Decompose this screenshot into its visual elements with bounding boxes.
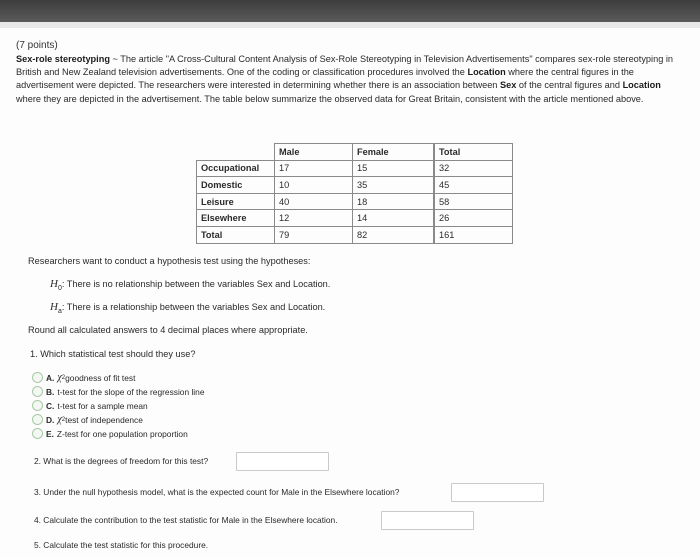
cell-total: 26 bbox=[435, 210, 513, 227]
intro-text-3: of the central figures and bbox=[516, 80, 623, 91]
intro-location-1: Location bbox=[467, 67, 506, 78]
question-2: 2. What is the degrees of freedom for this test? bbox=[34, 456, 209, 466]
intro-text-2: where the central figures in the advertisement were depicted. The researchers were interested in determining whether there is an association between bbox=[16, 67, 634, 91]
h0-text: : There is no relationship between the variables Sex and Location. bbox=[61, 279, 331, 289]
intro-location-2: Location bbox=[622, 80, 661, 91]
cell-male: 10 bbox=[275, 177, 353, 194]
option-letter: B. bbox=[46, 386, 55, 397]
radio-button[interactable] bbox=[32, 372, 43, 383]
points-label: (7 points) bbox=[16, 40, 58, 51]
table-row bbox=[197, 226, 513, 243]
cell-total: 45 bbox=[435, 177, 513, 194]
option-letter: C. bbox=[46, 400, 55, 411]
option-c[interactable] bbox=[32, 400, 148, 411]
cell-total: 161 bbox=[435, 226, 513, 243]
cell-female: 15 bbox=[353, 160, 434, 177]
intro-text-1: ~ The article "A Cross-Cultural Content Analysis of Sex-Role Stereotyping in Television Advertisements" compares sex-role stereotyping in British and New Zealand television advertisements. One of the coding or classification procedures involved the bbox=[16, 54, 674, 78]
option-b[interactable] bbox=[32, 386, 204, 397]
table-header-male: Male bbox=[275, 144, 353, 161]
ha-subscript: a bbox=[57, 307, 62, 315]
ha-text: : There is a relationship between the variables Sex and Location. bbox=[61, 302, 326, 312]
superscript: 2 bbox=[61, 416, 66, 423]
hypotheses-stem: Researchers want to conduct a hypothesis test using the hypotheses: bbox=[28, 256, 311, 266]
question-1: 1. Which statistical test should they use? bbox=[30, 349, 196, 359]
row-label: Domestic bbox=[197, 177, 275, 194]
cell-total: 32 bbox=[435, 160, 513, 177]
question-3: 3. Under the null hypothesis model, what is the expected count for Male in the Elsewhere location? bbox=[34, 487, 400, 497]
chi-symbol: χ bbox=[57, 414, 62, 425]
table-row bbox=[197, 160, 513, 177]
table-header-row bbox=[197, 144, 513, 161]
contribution-input[interactable] bbox=[381, 511, 474, 530]
table-row bbox=[197, 177, 513, 194]
table-row bbox=[197, 193, 513, 210]
chi-symbol: χ bbox=[57, 372, 62, 383]
row-label: Total bbox=[197, 226, 275, 243]
cell-female: 14 bbox=[353, 210, 434, 227]
problem-title: Sex-role stereotyping bbox=[16, 54, 110, 64]
answer-field[interactable] bbox=[237, 453, 328, 470]
row-label: Elsewhere bbox=[197, 210, 275, 227]
table-header-total: Total bbox=[435, 144, 513, 161]
cell-female: 35 bbox=[353, 177, 434, 194]
cell-male: 12 bbox=[275, 210, 353, 227]
degrees-of-freedom-input[interactable] bbox=[236, 452, 329, 471]
option-a[interactable] bbox=[32, 372, 135, 383]
answer-field[interactable] bbox=[382, 512, 473, 529]
h0-subscript: 0 bbox=[57, 284, 62, 292]
ha-symbol: H bbox=[50, 301, 58, 313]
rounding-note: Round all calculated answers to 4 decimal places where appropriate. bbox=[28, 325, 308, 335]
answer-field[interactable] bbox=[452, 484, 543, 501]
cell-male: 40 bbox=[275, 193, 353, 210]
option-text: test of independence bbox=[65, 414, 143, 425]
cell-female: 82 bbox=[353, 226, 434, 243]
option-letter: D. bbox=[46, 414, 55, 425]
h0-symbol: H bbox=[50, 278, 58, 290]
cell-male: 79 bbox=[275, 226, 353, 243]
question-5: 5. Calculate the test statistic for this procedure. bbox=[34, 540, 209, 550]
radio-button[interactable] bbox=[32, 414, 43, 425]
observed-data-table bbox=[196, 143, 513, 244]
cell-total: 58 bbox=[435, 193, 513, 210]
row-label: Leisure bbox=[197, 193, 275, 210]
option-text: goodness of fit test bbox=[65, 372, 136, 383]
cell-male: 17 bbox=[275, 160, 353, 177]
cell-female: 18 bbox=[353, 193, 434, 210]
radio-button[interactable] bbox=[32, 428, 43, 439]
null-hypothesis bbox=[50, 278, 330, 292]
intro-text-4: where they are depicted in the advertisement. The table below summarize the observed data for Great Britain, consistent with the article mentioned above. bbox=[16, 93, 644, 104]
radio-button[interactable] bbox=[32, 386, 43, 397]
option-e[interactable] bbox=[32, 428, 188, 439]
option-text: Z-test for one population proportion bbox=[56, 428, 188, 439]
table-row bbox=[197, 210, 513, 227]
table-header-female: Female bbox=[353, 144, 434, 161]
option-letter: E. bbox=[46, 428, 54, 439]
question-4: 4. Calculate the contribution to the test statistic for Male in the Elsewhere location. bbox=[34, 515, 338, 525]
top-strip bbox=[0, 22, 700, 28]
intro-sex: Sex bbox=[499, 80, 517, 91]
table-header-blank bbox=[197, 144, 275, 161]
alternative-hypothesis bbox=[50, 301, 325, 315]
option-d[interactable] bbox=[32, 414, 143, 425]
expected-count-input[interactable] bbox=[451, 483, 544, 502]
problem-intro bbox=[16, 53, 684, 106]
option-letter: A. bbox=[46, 372, 55, 383]
superscript: 2 bbox=[61, 374, 66, 381]
option-text: t-test for the slope of the regression line bbox=[57, 386, 205, 397]
radio-button[interactable] bbox=[32, 400, 43, 411]
option-text: t-test for a sample mean bbox=[57, 400, 148, 411]
browser-top-bar bbox=[0, 0, 700, 22]
row-label: Occupational bbox=[197, 160, 275, 177]
